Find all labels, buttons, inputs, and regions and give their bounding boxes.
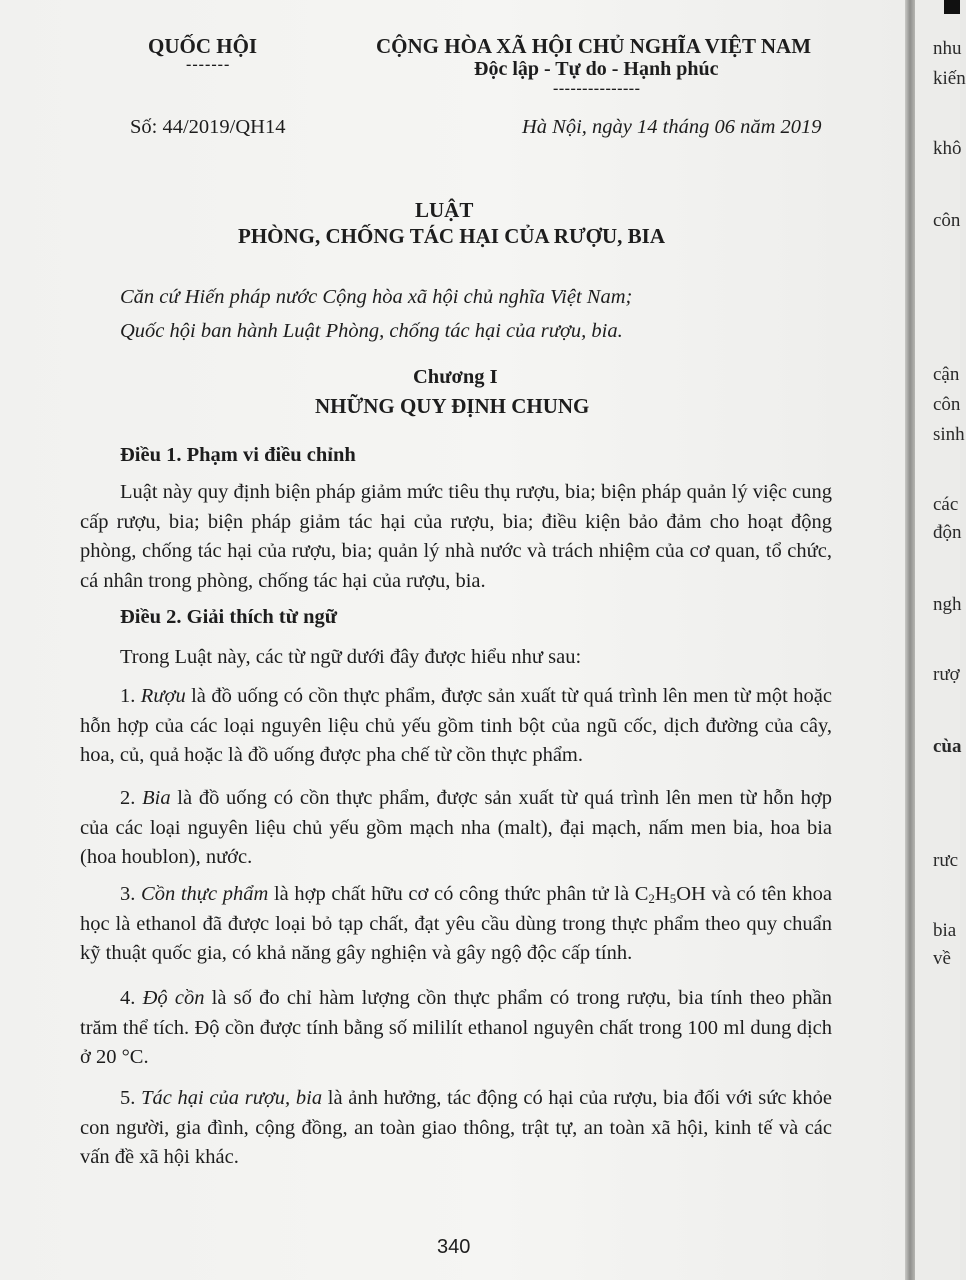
facing-page-fragment: côn xyxy=(933,210,961,231)
page-number: 340 xyxy=(437,1236,471,1258)
definition-3-number: 3. xyxy=(120,883,142,905)
place-date: Hà Nội, ngày 14 tháng 06 năm 2019 xyxy=(522,116,822,138)
definition-1-number: 1. xyxy=(120,685,141,707)
legal-basis-line-1: Căn cứ Hiến pháp nước Cộng hòa xã hội chủ nghĩa Việt Nam; xyxy=(120,286,633,308)
definition-4 xyxy=(80,984,832,1073)
chapter-title: NHỮNG QUY ĐỊNH CHUNG xyxy=(315,394,590,418)
issuing-body: QUỐC HỘI xyxy=(148,34,258,58)
facing-page-fragment: nhu xyxy=(933,38,962,59)
article-2-heading: Điều 2. Giải thích từ ngữ xyxy=(120,606,338,628)
document-number: Số: 44/2019/QH14 xyxy=(130,116,286,138)
definition-4-text: là số đo chỉ hàm lượng cồn thực phẩm có trong rượu, bia tính theo phần trăm thể tích. Độ cồn được tính bằng số mililít ethanol nguyên chất trong 100 ml dung dịch ở 20 °C. xyxy=(80,987,833,1068)
definition-2-text: là đồ uống có cồn thực phẩm, được sản xuất từ quá trình lên men từ hỗn hợp của các loại nguyên liệu chủ yếu gồm mạch nha (malt), đại mạch, nấm men bia, hoa bia (hoa houblon), nước. xyxy=(80,787,832,868)
chemical-formula: $C_2H_5OH$ xyxy=(634,883,706,906)
facing-page-fragment: cùa xyxy=(933,736,962,757)
definition-1 xyxy=(80,682,832,771)
facing-page-fragment: khô xyxy=(933,138,962,159)
definition-4-number: 4. xyxy=(120,987,143,1009)
definition-5 xyxy=(80,1084,832,1173)
facing-page-fragment: về xyxy=(933,948,951,969)
law-label: LUẬT xyxy=(415,198,474,222)
issuing-body-rule: ------- xyxy=(186,56,231,73)
definition-4-term: Độ cồn xyxy=(142,987,205,1009)
definition-2-term: Bia xyxy=(142,787,171,809)
book-spine-gutter xyxy=(905,0,915,1280)
legal-basis-line-2: Quốc hội ban hành Luật Phòng, chống tác hại của rượu, bia. xyxy=(120,320,623,342)
corner-shadow xyxy=(944,0,960,14)
facing-page-fragment: cận xyxy=(933,364,960,385)
chapter-label: Chương I xyxy=(413,366,498,388)
facing-page-fragment: các xyxy=(933,494,959,515)
definition-1-text: là đồ uống có cồn thực phẩm, được sản xuất từ quá trình lên men từ một hoặc hỗn hợp của các loại nguyên liệu chủ yếu gồm tinh bột của ngũ cốc, dịch đường của cây, hoa, củ, quả hoặc là đồ uống được pha chế từ cồn thực phẩm. xyxy=(80,685,832,766)
definition-5-text: là ảnh hưởng, tác động có hại của rượu, bia đối với sức khỏe con người, gia đình, cộng đồng, an toàn giao thông, trật tự, an toàn xã hội, kinh tế và các vấn đề xã hội khác. xyxy=(80,1087,833,1168)
motto-rule: --------------- xyxy=(553,80,641,97)
definition-3-term: Cồn thực phẩm xyxy=(141,883,269,905)
facing-page-fragment: độn xyxy=(933,522,962,543)
facing-page-fragment: kiến xyxy=(933,68,966,89)
definition-2 xyxy=(80,784,832,873)
article-1-heading: Điều 1. Phạm vi điều chỉnh xyxy=(120,444,356,466)
definition-3-text-a: là hợp chất hữu cơ có công thức phân tử là xyxy=(268,883,635,905)
facing-page-fragment: côn xyxy=(933,394,961,415)
national-motto: Độc lập - Tự do - Hạnh phúc xyxy=(474,58,719,80)
definition-5-number: 5. xyxy=(120,1087,142,1109)
article-1-text: Luật này quy định biện pháp giảm mức tiêu thụ rượu, bia; biện pháp quản lý việc cung cấp rượu, bia; biện pháp giảm tác hại của rượu, bia; điều kiện bảo đảm cho hoạt động phòng, chống tác hại của rượu, bia; quản lý nhà nước và trách nhiệm của cơ quan, tổ chức, cá nhân trong phòng, chống tác hại của rượu, bia. xyxy=(80,481,832,592)
country-title: CỘNG HÒA XÃ HỘI CHỦ NGHĨA VIỆT NAM xyxy=(376,34,812,58)
law-title: PHÒNG, CHỐNG TÁC HẠI CỦA RƯỢU, BIA xyxy=(238,224,666,248)
facing-page-fragment: ngh xyxy=(933,594,962,615)
facing-page-fragment: bia xyxy=(933,920,957,941)
definition-2-number: 2. xyxy=(120,787,143,809)
facing-page-edge xyxy=(915,0,966,1280)
definition-1-term: Rượu xyxy=(140,685,186,707)
facing-page-fragment: rưc xyxy=(933,850,959,871)
definition-3-text-b: và có tên khoa học là ethanol đã được loại bỏ tạp chất, đạt yêu cầu dùng trong thực phẩm theo quy chuẩn kỹ thuật quốc gia, có khả năng gây nghiện và gây ngộ độc cấp tính. xyxy=(80,883,833,964)
facing-page-fragment: rượ xyxy=(933,664,960,685)
definition-3 xyxy=(80,880,832,969)
definition-5-term: Tác hại của rượu, bia xyxy=(141,1087,323,1109)
facing-page-fragment: sinh xyxy=(933,424,965,445)
article-2-intro: Trong Luật này, các từ ngữ dưới đây được hiểu như sau: xyxy=(120,646,582,668)
